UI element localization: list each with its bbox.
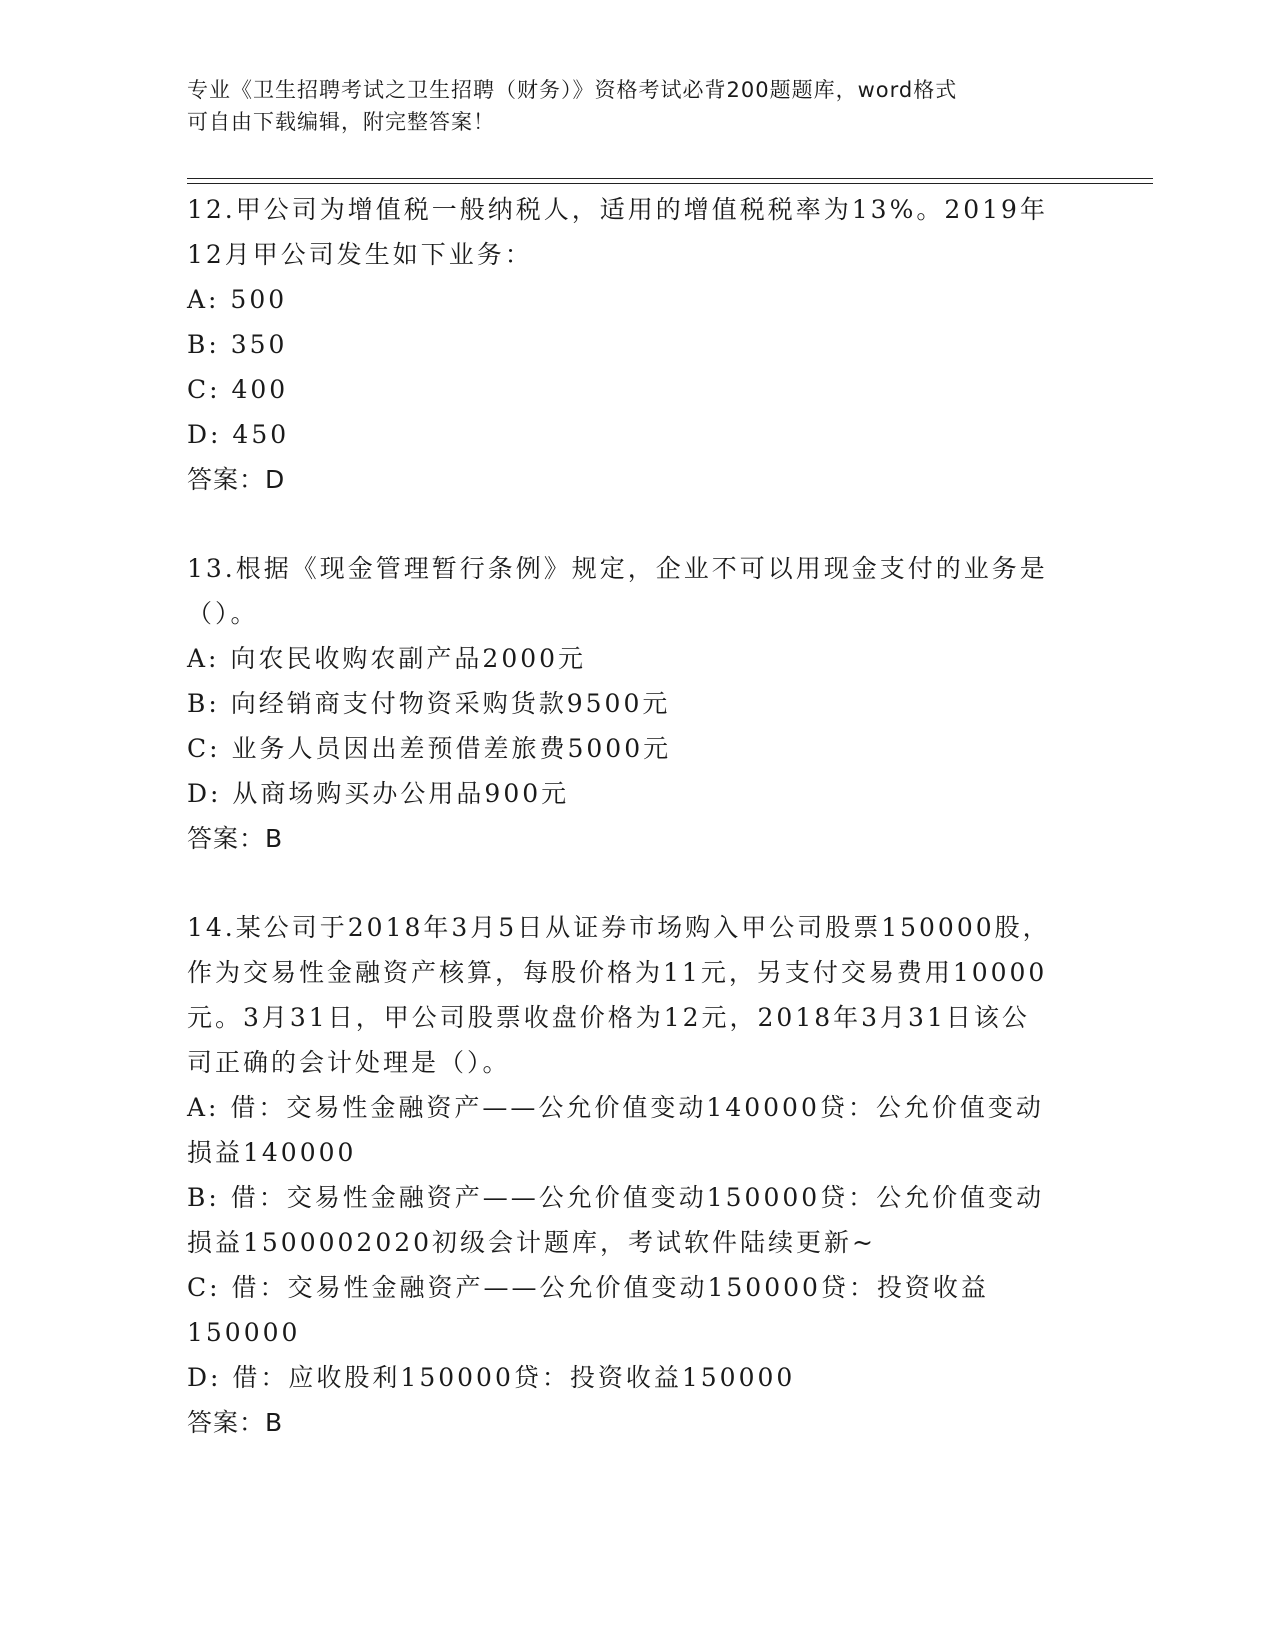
option-line: B: 借：交易性金融资产——公允价值变动150000贷：公允价值变动 <box>187 1183 1045 1212</box>
question-spacer <box>187 502 1087 546</box>
answer-line: 答案：B <box>187 1408 284 1437</box>
document-header <box>187 74 1087 138</box>
answer-line: 答案：D <box>187 465 286 494</box>
question-text-line: （）。 <box>187 599 259 628</box>
option-line: A: 向农民收购农副产品2000元 <box>187 644 587 673</box>
option-line: D: 450 <box>187 420 290 449</box>
header-line-1: 专业《卫生招聘考试之卫生招聘（财务）》资格考试必背200题题库，word格式 <box>187 78 958 102</box>
option-line: D: 借：应收股利150000贷：投资收益150000 <box>187 1363 796 1392</box>
question-12 <box>187 187 1087 502</box>
question-14 <box>187 905 1087 1445</box>
option-line: B: 向经销商支付物资采购货款9500元 <box>187 689 671 718</box>
question-text-line: 12.甲公司为增值税一般纳税人，适用的增值税税率为13%。2019年 <box>187 195 1048 224</box>
question-text-line: 元。3月31日，甲公司股票收盘价格为12元，2018年3月31日该公 <box>187 1003 1030 1032</box>
option-line: 150000 <box>187 1318 301 1347</box>
question-text-line: 13.根据《现金管理暂行条例》规定，企业不可以用现金支付的业务是 <box>187 554 1048 583</box>
option-line: C: 业务人员因出差预借差旅费5000元 <box>187 734 672 763</box>
answer-line: 答案：B <box>187 824 284 853</box>
option-line: 损益1500002020初级会计题库，考试软件陆续更新~ <box>187 1228 877 1257</box>
header-divider-bottom <box>187 183 1153 184</box>
question-text-line: 12月甲公司发生如下业务： <box>187 240 533 269</box>
question-text-line: 作为交易性金融资产核算，每股价格为11元，另支付交易费用10000 <box>187 958 1048 987</box>
option-line: C: 借：交易性金融资产——公允价值变动150000贷：投资收益 <box>187 1273 989 1302</box>
question-13 <box>187 546 1087 861</box>
option-line: B: 350 <box>187 330 288 359</box>
question-spacer <box>187 861 1087 905</box>
option-line: D: 从商场购买办公用品900元 <box>187 779 570 808</box>
question-text-line: 司正确的会计处理是（）。 <box>187 1048 511 1077</box>
header-line-2: 可自由下载编辑，附完整答案！ <box>187 110 495 134</box>
question-list <box>187 187 1087 1445</box>
option-line: A: 500 <box>187 285 288 314</box>
question-text-line: 14.某公司于2018年3月5日从证券市场购入甲公司股票150000股， <box>187 913 1051 942</box>
option-line: 损益140000 <box>187 1138 357 1167</box>
option-line: A: 借：交易性金融资产——公允价值变动140000贷：公允价值变动 <box>187 1093 1044 1122</box>
header-divider-top <box>187 178 1153 179</box>
option-line: C: 400 <box>187 375 289 404</box>
